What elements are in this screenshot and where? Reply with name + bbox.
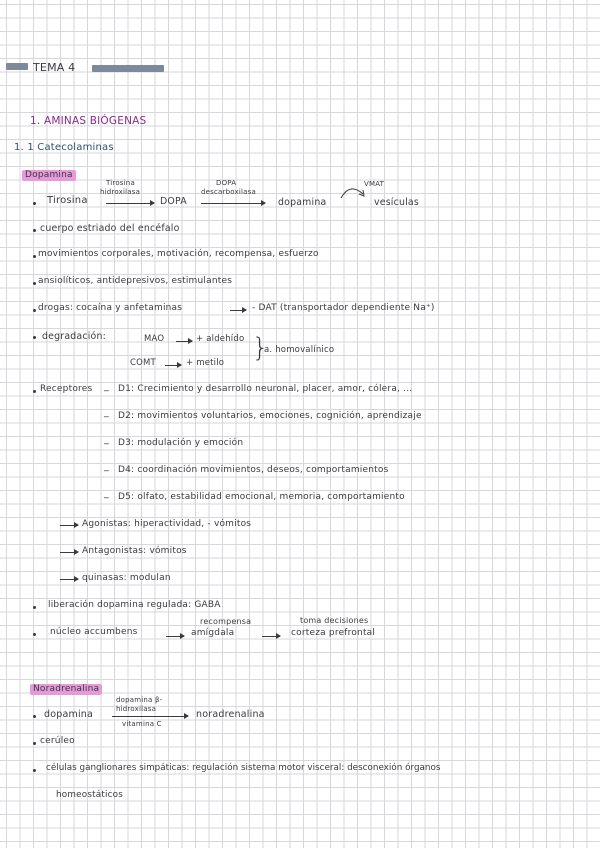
dopamina-b4-suffix: - DAT (transportador dependiente Na⁺): [252, 303, 435, 313]
dopamina-b3: ansiolíticos, antidepresivos, estimulantes: [38, 276, 233, 286]
mao-text: MAO: [144, 334, 165, 344]
nor-enzyme-line1: dopamina β-: [116, 696, 163, 704]
vmat-text: VMAT: [364, 180, 385, 188]
bullet: [33, 715, 36, 718]
arrow: [112, 716, 188, 717]
vesiculas-text: vesículas: [374, 197, 419, 208]
bullet: [33, 606, 36, 609]
enzyme1-line2: hidroxilasa: [100, 188, 141, 196]
nor-enzyme-line2: hidroxilasa: [116, 705, 157, 713]
enzyme2-line2: descarboxilasa: [201, 188, 256, 196]
arrow: [60, 552, 78, 553]
receptor-d3: D3: modulación y emoción: [118, 438, 244, 448]
nor-cofactor: vitamina C: [122, 720, 162, 728]
noradrenalina-dopamina: dopamina: [44, 709, 94, 720]
bullet: [33, 229, 36, 232]
page-title: TEMA 4: [33, 61, 76, 74]
bullet: [33, 202, 36, 205]
enzyme1-line1: Tirosina: [106, 179, 135, 187]
arrow: [166, 636, 184, 637]
degradacion-result: a. homovalínico: [264, 345, 335, 355]
header-bar-left: [6, 63, 28, 70]
dash: _: [104, 381, 109, 392]
bullet: [33, 336, 36, 339]
subsection-title: 1. 1 Catecolaminas: [14, 142, 114, 153]
bullet: [33, 309, 36, 312]
agonistas-text: Agonistas: hiperactividad, - vómitos: [82, 519, 252, 529]
degradacion-label: degradación:: [42, 331, 106, 342]
arrow: [165, 365, 181, 366]
bullet: [33, 390, 36, 393]
noradrenalina-product: noradrenalina: [196, 709, 265, 720]
header-bar-right: [92, 65, 164, 72]
bullet: [33, 742, 36, 745]
dopamina-b1: cuerpo estriado del encéfalo: [40, 223, 180, 234]
dopamina-product: dopamina: [278, 197, 327, 208]
dash: _: [104, 407, 109, 418]
nucleo-text: núcleo accumbens: [50, 627, 138, 637]
bullet: [33, 255, 36, 258]
dopamina-b4-prefix: drogas: cocaína y anfetaminas: [38, 303, 183, 313]
dopa-text: DOPA: [160, 196, 187, 207]
arrow: [106, 203, 154, 204]
noradrenalina-b2-line1: células ganglionares simpáticas: regulación sistema motor visceral: desconexión órganos: [46, 763, 441, 773]
dopamina-b2: movimientos corporales, motivación, recompensa, esfuerzo: [38, 249, 319, 259]
gaba-text: liberación dopamina regulada: GABA: [48, 600, 221, 610]
receptor-d4: D4: coordinación movimientos, deseos, comportamientos: [118, 465, 389, 475]
toma-decisiones-text: toma decisiones: [300, 616, 369, 625]
mao-result: + aldehído: [196, 334, 245, 344]
receptores-label: Receptores: [40, 384, 93, 394]
arrow: [176, 341, 192, 342]
noradrenalina-label: Noradrenalina: [30, 684, 102, 695]
arrow: [60, 525, 78, 526]
recompensa-text: recompensa: [200, 617, 252, 626]
brace-icon: }: [252, 333, 269, 363]
noradrenalina-b2-line2: homeostáticos: [56, 790, 124, 800]
noradrenalina-b1: cerúleo: [40, 736, 75, 746]
dopamina-label: Dopamina: [22, 170, 76, 181]
corteza-text: corteza prefrontal: [291, 628, 376, 638]
arrow: [60, 579, 78, 580]
dash: _: [104, 488, 109, 499]
arrow: [201, 203, 265, 204]
arrow: [230, 310, 246, 311]
amigdala-text: amígdala: [191, 628, 235, 638]
section-title: 1. AMINAS BIÓGENAS: [30, 115, 147, 127]
antagonistas-text: Antagonistas: vómitos: [82, 546, 187, 556]
bullet: [33, 633, 36, 636]
receptor-d1: D1: Crecimiento y desarrollo neuronal, placer, amor, cólera, ...: [118, 384, 413, 394]
arrow: [262, 636, 280, 637]
bullet: [33, 769, 36, 772]
quinasas-text: quinasas: modulan: [82, 573, 171, 583]
comt-text: COMT: [130, 358, 156, 368]
receptor-d2: D2: movimientos voluntarios, emociones, cognición, aprendizaje: [118, 411, 422, 421]
enzyme2-line1: DOPA: [216, 179, 237, 187]
tirosina-text: Tirosina: [47, 195, 88, 206]
bullet: [33, 282, 36, 285]
comt-result: + metilo: [186, 358, 225, 368]
dash: _: [104, 434, 109, 445]
dash: _: [104, 461, 109, 472]
receptor-d5: D5: olfato, estabilidad emocional, memoria, comportamiento: [118, 492, 405, 502]
